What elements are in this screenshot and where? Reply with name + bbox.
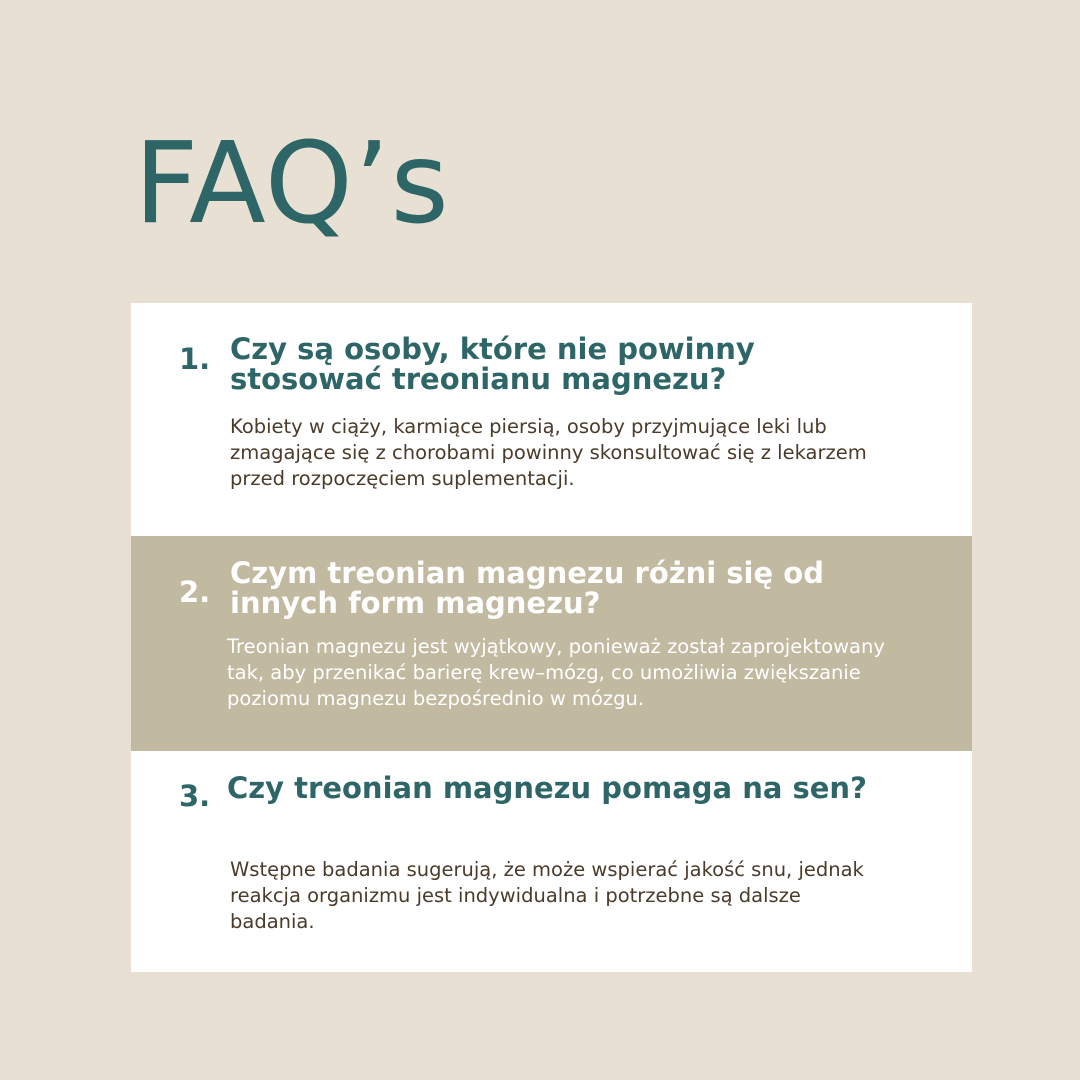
faq-number: 2. — [179, 575, 211, 609]
faq-number: 3. — [179, 779, 211, 813]
faq-answer: Kobiety w ciąży, karmiące piersią, osoby przyjmujące leki lub zmagające się z chorobami powinny skonsultować się z lekarzem przed rozpoczęciem suplementacji. — [230, 415, 867, 490]
faq-item-3 — [131, 751, 972, 972]
faq-answer: Wstępne badania sugerują, że może wspierać jakość snu, jednak reakcja organizmu jest indywidualna i potrzebne są dalsze badania. — [230, 858, 864, 933]
faq-answer: Treonian magnezu jest wyjątkowy, ponieważ został zaprojektowany tak, aby przenikać barierę krew–mózg, co umożliwia zwiększanie poziomu magnezu bezpośrednio w mózgu. — [227, 635, 885, 710]
faq-number: 1. — [179, 342, 211, 376]
faq-question: Czy treonian magnezu pomaga na sen? — [227, 771, 867, 805]
faq-question: Czy są osoby, które nie powinny stosować treonianu magnezu? — [230, 332, 755, 396]
faq-item-2 — [131, 536, 972, 751]
faq-item-1 — [131, 303, 972, 536]
faq-question: Czym treonian magnezu różni się od innych form magnezu? — [230, 556, 824, 620]
page-title: FAQ’s — [134, 119, 450, 249]
